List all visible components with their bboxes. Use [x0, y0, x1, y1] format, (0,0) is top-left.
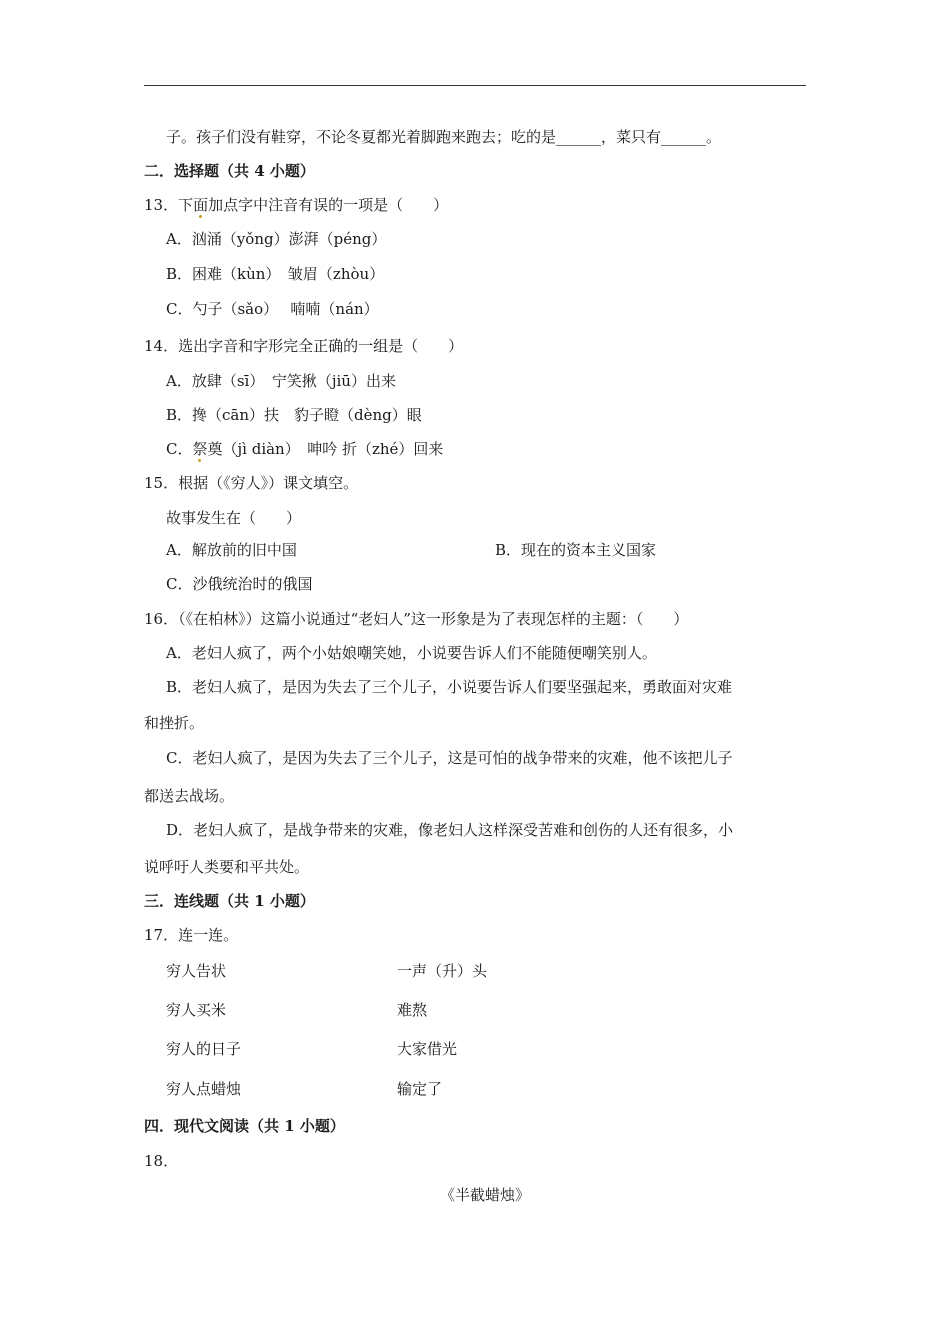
question-18-number: 18． [144, 1152, 179, 1170]
q16-option-d-line2: 说呼吁人类要和平共处。 [144, 858, 310, 876]
q16-option-d-line1: D．老妇人疯了，是战争带来的灾难，像老妇人这样深受苦难和创伤的人还有很多，小 [166, 821, 734, 839]
header-rule [144, 85, 806, 86]
q13-option-c: C．勺子（sǎo） 喃喃（nán） [166, 300, 379, 318]
q15-option-c: C．沙俄统治时的俄国 [166, 575, 313, 593]
q15-subquestion: 故事发生在（ ） [166, 509, 302, 527]
match-right-item: 难熬 [397, 1001, 428, 1019]
question-17-stem: 17．连一连。 [144, 926, 239, 944]
q13-dotted-char: 面 [193, 196, 209, 214]
question-14-stem: 14．选出字音和字形完全正确的一组是（ ） [144, 337, 464, 355]
section-2-header: 二．选择题（共 4 小题） [144, 162, 315, 180]
question-15-stem: 15．根据（《穷人》）课文填空。 [144, 474, 359, 492]
match-left-item: 穷人告状 [166, 962, 227, 980]
q14-option-c [166, 439, 443, 459]
q16-option-c-line1: C．老妇人疯了，是因为失去了三个儿子，这是可怕的战争带来的灾难，他不该把儿子 [166, 749, 733, 767]
q14-dotted-char: 祭 [192, 440, 208, 458]
q13-stem-post: 加点字中注音有误的一项是（ ） [208, 196, 449, 214]
q13-option-a: A．汹涌（yǒng）澎湃（péng） [166, 230, 387, 248]
match-right-item: 一声（升）头 [397, 962, 488, 980]
match-left-item: 穷人点蜡烛 [166, 1080, 242, 1098]
q14-option-b: B．搀（cān）扶 豹子瞪（dèng）眼 [166, 406, 422, 424]
passage-title: 《半截蜡烛》 [439, 1186, 530, 1204]
match-right-item: 大家借光 [397, 1040, 458, 1058]
question-16-stem: 16．（《在柏林》）这篇小说通过“老妇人”这一形象是为了表现怎样的主题：（ ） [144, 610, 689, 628]
q14-option-a: A．放肆（sī） 宁笑揪（jiū）出来 [166, 372, 396, 390]
section-4-header: 四．现代文阅读（共 1 小题） [144, 1117, 345, 1135]
q14-c-pre: C． [166, 440, 193, 458]
section-3-header: 三．连线题（共 1 小题） [144, 892, 315, 910]
q15-option-b: B．现在的资本主义国家 [495, 541, 657, 559]
q16-option-b-line1: B．老妇人疯了，是因为失去了三个儿子，小说要告诉人们要坚强起来，勇敢面对灾难 [166, 678, 733, 696]
question-13-stem [144, 195, 448, 215]
match-right-item: 输定了 [397, 1080, 443, 1098]
q16-option-a: A．老妇人疯了，两个小姑娘嘲笑她，小说要告诉人们不能随便嘲笑别人。 [166, 644, 657, 662]
q14-c-post: 奠（jì diàn） 呻吟 折（zhé）回来 [207, 440, 444, 458]
q13-stem-pre: 13．下 [144, 196, 194, 214]
continuation-line: 子。孩子们没有鞋穿，不论冬夏都光着脚跑来跑去；吃的是______，菜只有______。 [166, 128, 722, 146]
q15-option-a: A．解放前的旧中国 [166, 541, 297, 559]
match-left-item: 穷人的日子 [166, 1040, 242, 1058]
q16-option-c-line2: 都送去战场。 [144, 787, 235, 805]
q16-option-b-line2: 和挫折。 [144, 714, 205, 732]
q13-option-b: B．困难（kùn） 皱眉（zhòu） [166, 265, 385, 283]
match-left-item: 穷人买米 [166, 1001, 227, 1019]
